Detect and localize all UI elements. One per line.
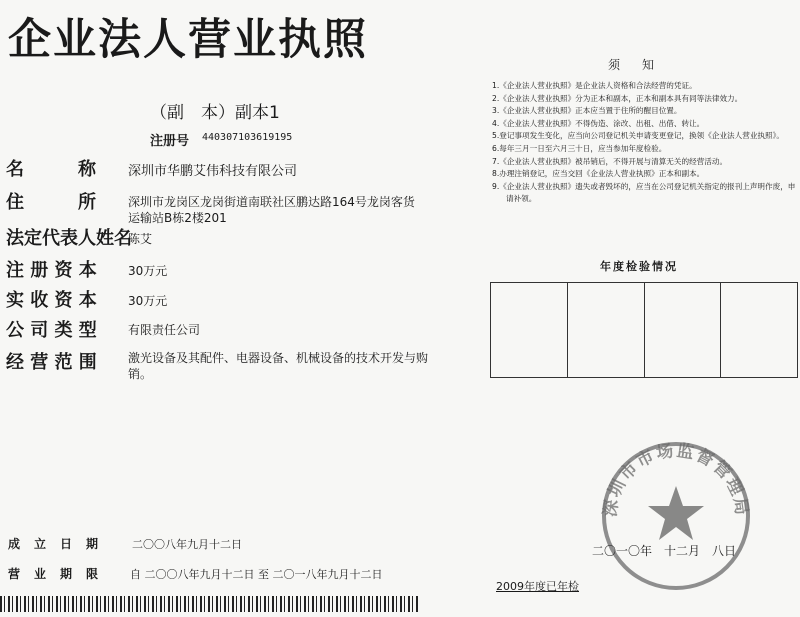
inspection-cell [645, 283, 722, 377]
paid-capital-label: 实 收 资 本 [6, 290, 97, 311]
term-value: 自 二〇〇八年九月十二日 至 二〇一八年九月十二日 [130, 568, 383, 581]
name-label: 名 称 [6, 159, 96, 180]
notice-item: 6.每年三月一日至六月三十日，应当参加年度检验。 [492, 143, 667, 153]
license-title: 企业法人营业执照 [8, 15, 368, 65]
copy-label: （副 本）副本1 [150, 103, 280, 123]
name-value: 深圳市华鹏艾伟科技有限公司 [128, 164, 298, 179]
term-label: 营业期限 [8, 567, 113, 581]
notice-list [492, 80, 798, 206]
notice-item: 5.登记事项发生变化，应当向公司登记机关申请变更登记，换领《企业法人营业执照》。 [492, 131, 785, 141]
established-value: 二〇〇八年九月十二日 [132, 538, 242, 551]
reg-no-value: 440307103619195 [202, 132, 293, 143]
notice-item: 8.办理注销登记，应当交回《企业法人营业执照》正本和副本。 [492, 169, 705, 179]
notice-item: 2.《企业法人营业执照》分为正本和副本，正本和副本具有同等法律效力。 [492, 93, 743, 103]
inspection-grid [490, 282, 798, 378]
reg-no-label: 注册号 [150, 134, 190, 149]
paid-capital-value: 30万元 [128, 294, 168, 308]
notice-item: 7.《企业法人营业执照》被吊销后，不得开展与清算无关的经营活动。 [492, 156, 728, 166]
reg-capital-value: 30万元 [128, 264, 168, 278]
notice-item: 3.《企业法人营业执照》正本应当置于住所的醒目位置。 [492, 106, 682, 116]
notice-title: 须知 [608, 58, 677, 72]
issue-date: 二〇一〇年 十二月 八日 [592, 544, 737, 558]
address-label: 住 所 [6, 192, 96, 213]
notice-item: 9.《企业法人营业执照》遗失或者毁坏的，应当在公司登记机关指定的报刊上声明作废，申请补领。 [492, 181, 796, 204]
scan-edge-strip [0, 596, 420, 612]
notice-item: 4.《企业法人营业执照》不得伪造、涂改、出租、出借、转让。 [492, 118, 705, 128]
inspection-cell [568, 283, 645, 377]
legal-rep-label: 法定代表人姓名 [6, 228, 132, 249]
inspection-cell [721, 283, 797, 377]
legal-rep-value: 陈艾 [128, 232, 153, 246]
official-seal [598, 438, 754, 594]
company-type-label: 公 司 类 型 [6, 320, 97, 341]
notice-item: 1.《企业法人营业执照》是企业法人资格和合法经营的凭证。 [492, 81, 697, 90]
address-value: 深圳市龙岗区龙岗街道南联社区鹏达路164号龙岗客货运输站B栋2楼201 [128, 195, 415, 225]
reg-capital-label: 注 册 资 本 [6, 260, 97, 281]
seal-graphic [598, 438, 754, 594]
business-scope-value: 激光设备及其配件、电器设备、机械设备的技术开发与购销。 [128, 351, 429, 381]
inspection-title: 年度检验情况 [600, 260, 678, 273]
company-type-value: 有限责任公司 [128, 323, 201, 337]
annual-check-note: 2009年度已年检 [496, 580, 579, 593]
business-scope-label: 经 营 范 围 [6, 352, 97, 373]
seal-text: 深圳市市场监督管理局 [600, 440, 752, 519]
established-label: 成立日期 [8, 537, 113, 551]
inspection-cell [491, 283, 568, 377]
